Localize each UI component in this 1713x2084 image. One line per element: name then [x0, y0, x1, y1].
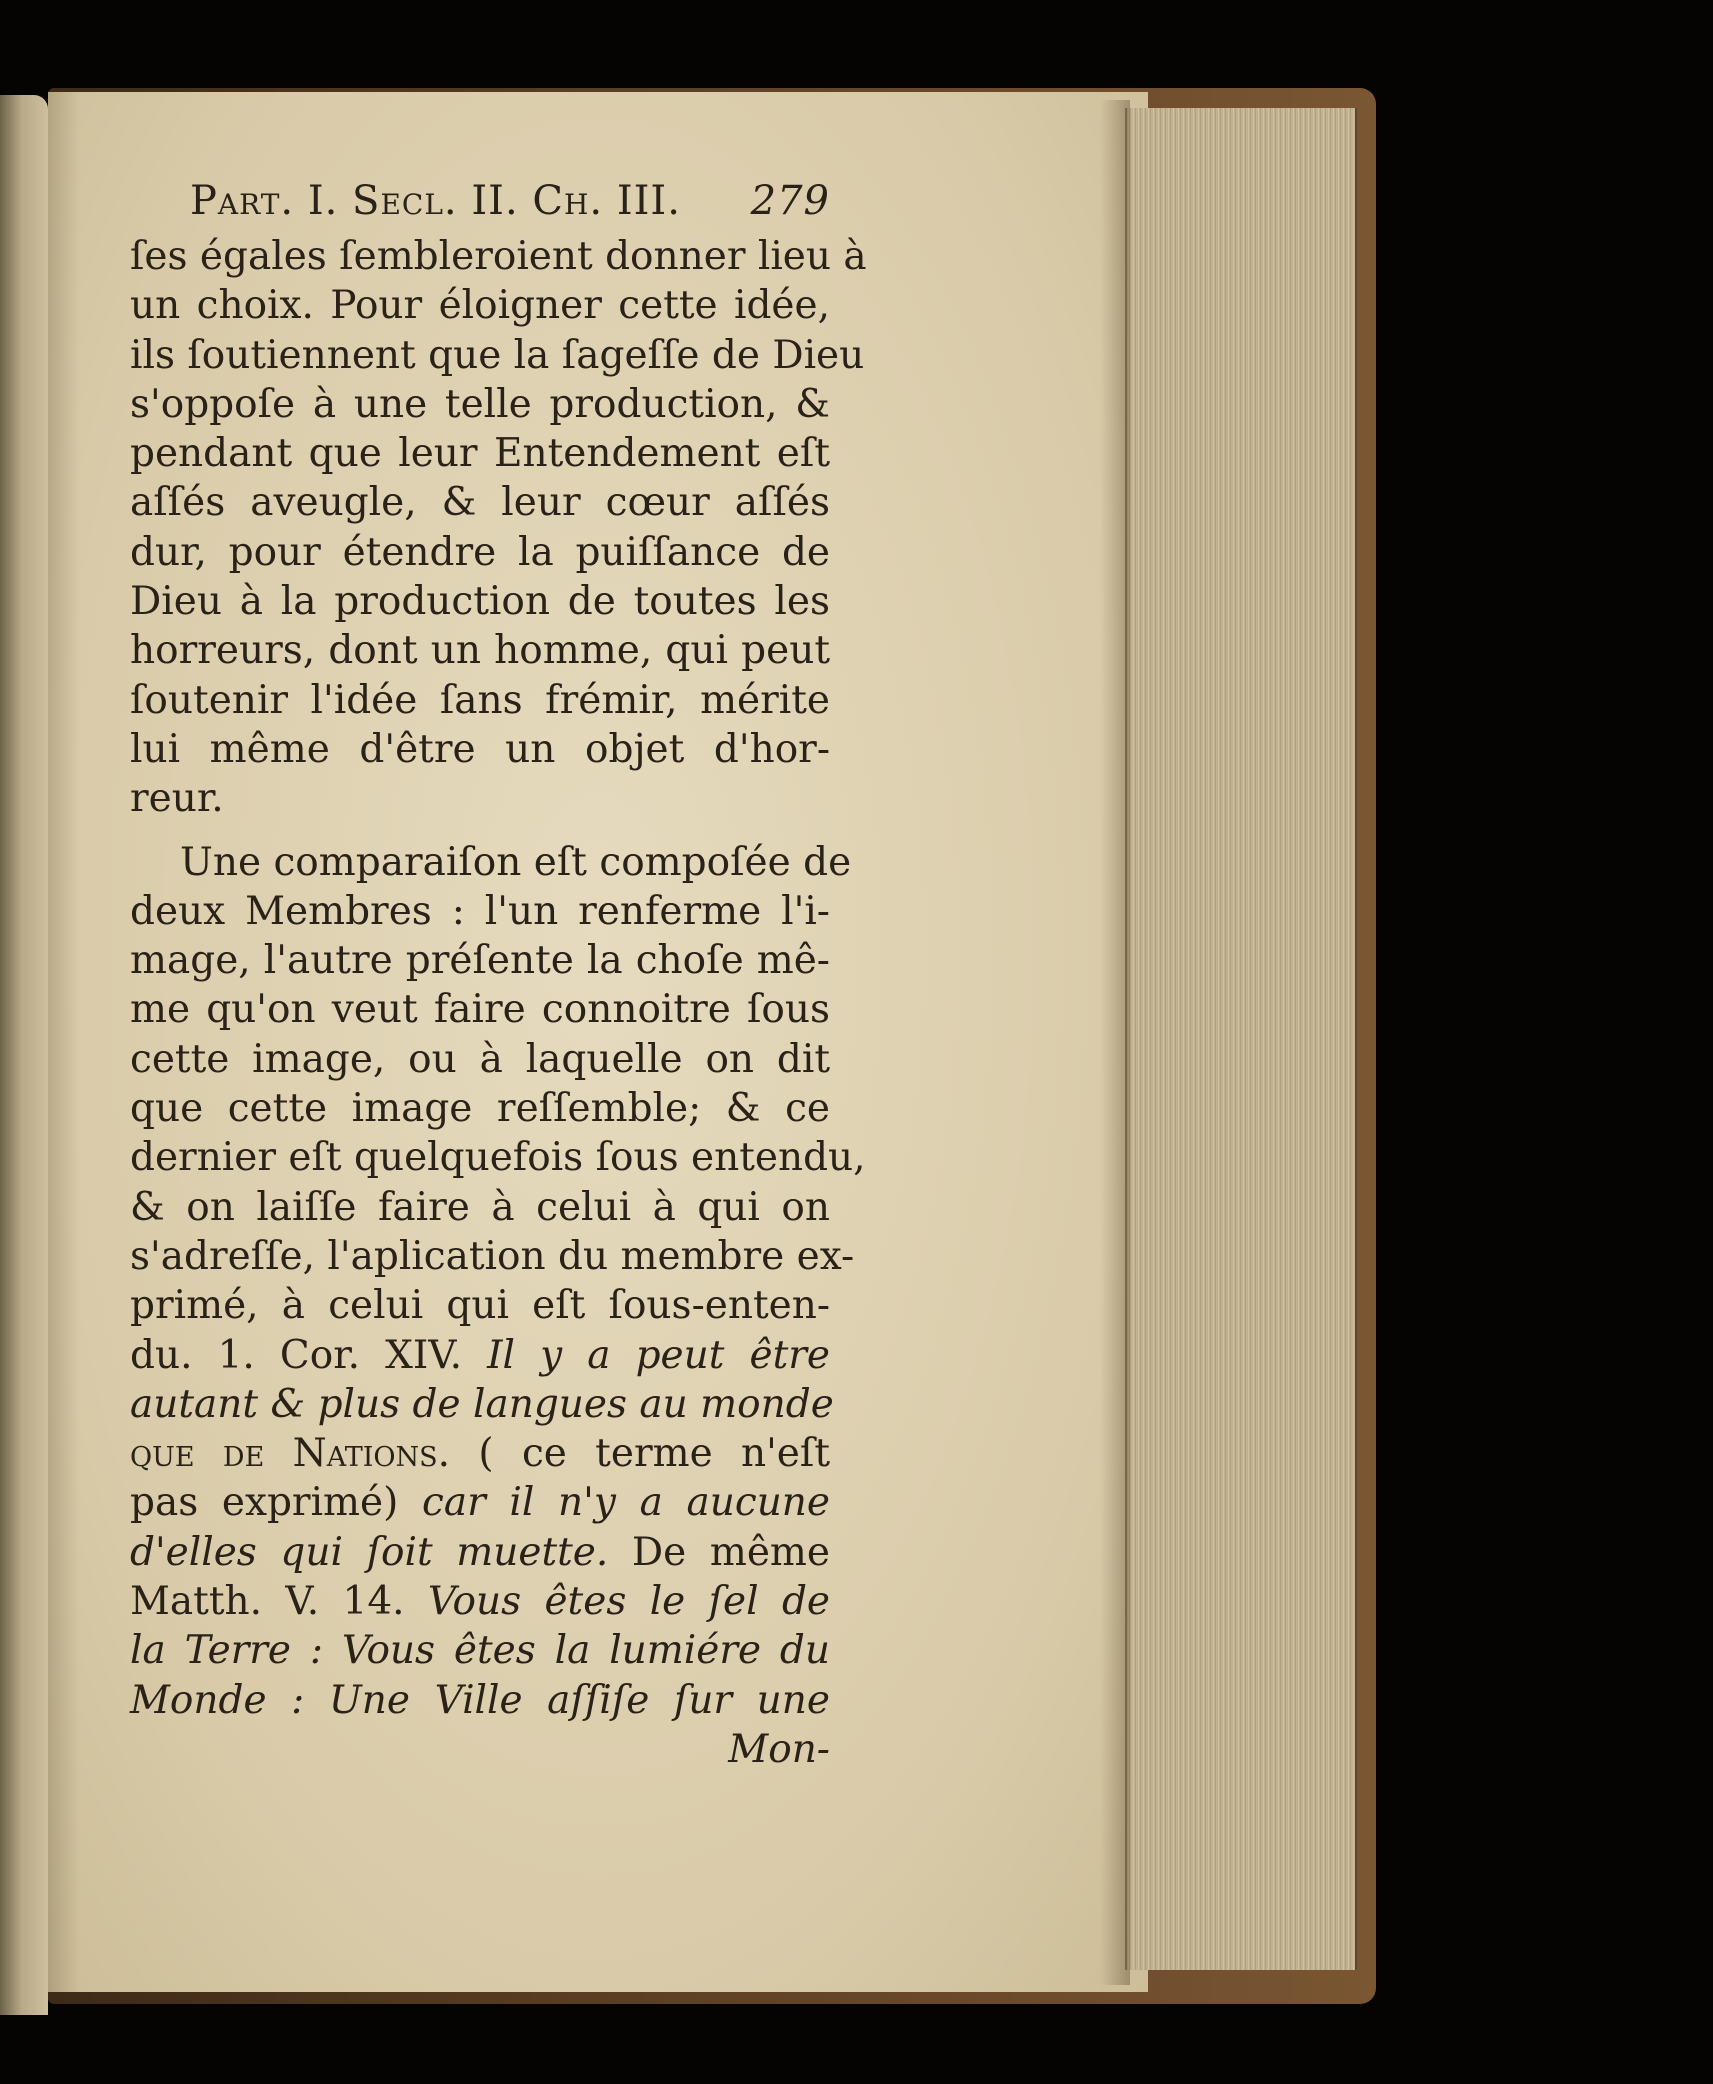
text-line: deux Membres : l'un renferme l'i-: [130, 888, 830, 934]
italic-run: Il y a peut être: [487, 1332, 830, 1378]
text-line: reur.: [130, 776, 224, 822]
paragraph-2: [130, 838, 866, 1775]
text-line: autant & plus de langues au monde: [130, 1381, 834, 1427]
text-line: dernier eſt quelquefois ſous entendu,: [130, 1135, 866, 1181]
text-line: un choix. Pour éloigner cette idée,: [130, 283, 830, 329]
running-head-title: Part. I. Secl. II. Ch. III.: [190, 178, 681, 224]
text-line: mage, l'autre préſente la choſe mê-: [130, 938, 830, 984]
text-line: [130, 1577, 830, 1626]
text-run: du. 1. Cor. XIV.: [130, 1332, 462, 1378]
paragraph-1: [130, 232, 867, 824]
text-line: & on laiſſe faire à celui à qui on: [130, 1184, 830, 1230]
text-run: Matth. V. 14.: [130, 1579, 405, 1625]
text-line: Monde : Une Ville aſſiſe ſur une: [130, 1677, 830, 1723]
text-line: me qu'on veut faire connoitre ſous: [130, 987, 830, 1033]
text-line: s'oppoſe à une telle production, &: [130, 381, 830, 427]
paragraph-gap: [130, 824, 830, 838]
text-line: que cette image reſſemble; & ce: [130, 1086, 830, 1132]
text-run: pas exprimé): [130, 1480, 399, 1526]
text-line: ſoutenir l'idée ſans frémir, mérite: [130, 677, 830, 723]
italic-run: Vous êtes le ſel de: [427, 1579, 831, 1625]
smallcaps-run: que de Nations.: [130, 1431, 451, 1477]
italic-run: car il n'y a aucune: [422, 1480, 831, 1526]
catchword: Mon-: [728, 1726, 830, 1772]
page-number: 279: [750, 178, 830, 224]
text-line: Dieu à la production de toutes les: [130, 579, 830, 625]
text-line: lui même d'être un objet d'hor-: [130, 726, 830, 772]
text-line: [130, 1528, 830, 1577]
text-line: ils ſoutiennent que la ſageſſe de Dieu: [130, 332, 865, 378]
text-line: la Terre : Vous êtes la lumiére du: [130, 1628, 830, 1674]
text-run: De même: [631, 1529, 830, 1575]
previous-page-edge: [0, 95, 48, 2015]
text-line: cette image, ou à laquelle on dit: [130, 1036, 830, 1082]
text-line: [130, 1478, 830, 1527]
text-run: ( ce terme n'eſt: [478, 1431, 830, 1477]
gutter-shadow: [1100, 100, 1130, 1985]
page-text: [130, 178, 867, 1774]
running-head: [130, 178, 830, 232]
page-edges: [1125, 108, 1357, 1970]
text-line: [130, 1429, 830, 1478]
text-line: s'adreſſe, l'aplication du membre ex-: [130, 1233, 855, 1279]
italic-run: d'elles qui ſoit muette.: [130, 1529, 609, 1575]
text-line: [130, 1331, 830, 1380]
text-line: pendant que leur Entendement eſt: [130, 431, 830, 477]
text-line: primé, à celui qui eſt ſous-enten-: [130, 1283, 830, 1329]
text-line: aſſés aveugle, & leur cœur aſſés: [130, 480, 830, 526]
text-line: Une comparaiſon eſt compoſée de: [180, 839, 852, 885]
text-line: ſes égales ſembleroient donner lieu à: [130, 234, 867, 279]
text-line: horreurs, dont un homme, qui peut: [130, 628, 830, 674]
text-line: dur, pour étendre la puiſſance de: [130, 529, 830, 575]
